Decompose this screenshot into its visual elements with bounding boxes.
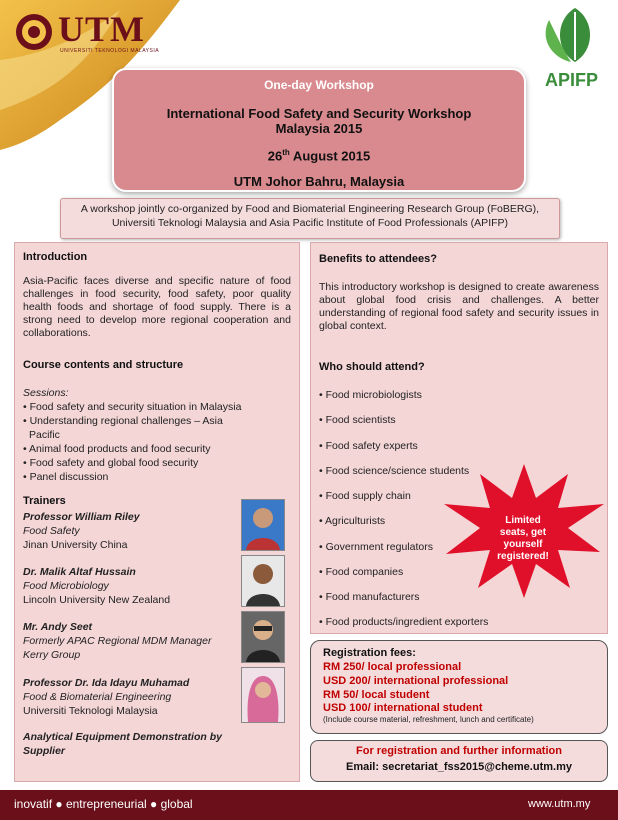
left-column — [14, 242, 300, 782]
utm-wordmark: UTM — [58, 9, 145, 49]
attend-item: • Food science/science students — [319, 465, 470, 477]
demo-line2: Supplier — [23, 745, 66, 757]
apifp-wordmark: APIFP — [545, 70, 599, 90]
date-day: 26 — [267, 148, 283, 164]
session-item: • Animal food products and food security — [23, 443, 211, 455]
trainer-org: Lincoln University New Zealand — [23, 594, 171, 606]
date-suffix: th — [282, 148, 290, 157]
attend-item: • Food manufacturers — [319, 591, 420, 603]
trainer-org: Jinan University China — [23, 539, 128, 551]
coorganizers-line1: A workshop jointly co-organized by Food and Biomaterial Engineering Research Group (FoBERG), — [80, 203, 540, 215]
footer-url[interactable]: www.utm.my — [528, 798, 591, 810]
attend-item: • Food microbiologists — [319, 389, 422, 401]
starburst-line1: Limited — [505, 515, 541, 526]
trainer-field: Food Safety — [23, 525, 80, 537]
coorganizers-line2: Universiti Teknologi Malaysia and Asia Pacific Institute of Food Professionals (APIFP) — [111, 217, 509, 229]
trainer-org: Universiti Teknologi Malaysia — [23, 705, 158, 717]
trainer-name: Dr. Malik Altaf Hussain — [23, 566, 136, 578]
sessions-label: Sessions: — [23, 387, 69, 399]
attend-item: • Agriculturists — [319, 515, 386, 527]
person-icon — [242, 668, 284, 722]
attend-item: • Food products/ingredient exporters — [319, 616, 489, 628]
introduction-heading: Introduction — [23, 251, 88, 263]
workshop-date — [114, 148, 524, 163]
fee-item: USD 100/ international student — [323, 702, 483, 714]
registration-box — [310, 640, 608, 734]
trainer-photo — [241, 555, 285, 607]
info-box — [310, 740, 608, 782]
attend-item: • Government regulators — [319, 541, 433, 553]
fee-item: RM 50/ local student — [323, 689, 430, 701]
trainer-field: Formerly APAC Regional MDM Manager — [23, 635, 212, 647]
footer-tagline: inovatif ● entrepreneurial ● global — [14, 797, 193, 811]
trainer-photo — [241, 667, 285, 723]
registration-heading: Registration fees: — [323, 647, 416, 659]
starburst-text — [478, 515, 568, 563]
workshop-title-line2: Malaysia 2015 — [275, 121, 363, 136]
utm-subtitle: UNIVERSITI TEKNOLOGI MALAYSIA — [60, 48, 160, 54]
person-icon — [242, 612, 284, 662]
date-rest: August 2015 — [289, 148, 371, 164]
course-heading: Course contents and structure — [23, 359, 184, 371]
attend-item: • Food scientists — [319, 414, 396, 426]
benefits-text: This introductory workshop is designed to create awareness about global food crisis and challenges. A better understanding of regional food safety and security issues in global context. — [319, 281, 599, 332]
session-item: • Panel discussion — [23, 471, 109, 483]
attend-item: • Food supply chain — [319, 490, 411, 502]
utm-crest-icon — [14, 10, 54, 54]
demo-line1: Analytical Equipment Demonstration by — [23, 731, 222, 743]
trainer-name: Mr. Andy Seet — [23, 621, 93, 633]
info-email[interactable]: Email: secretariat_fss2015@cheme.utm.my — [346, 761, 572, 773]
trainer-name: Professor William Riley — [23, 511, 140, 523]
starburst-line3: yourself — [503, 539, 543, 550]
workshop-type: One-day Workshop — [264, 78, 374, 92]
workshop-title — [114, 106, 524, 136]
info-title: For registration and further information — [356, 745, 562, 757]
fee-item: USD 200/ international professional — [323, 675, 509, 687]
person-icon — [242, 556, 284, 606]
coorganizers-box — [60, 198, 560, 239]
starburst-line2: seats, get — [499, 527, 547, 538]
trainer-photo — [241, 499, 285, 551]
person-icon — [242, 500, 284, 550]
benefits-heading: Benefits to attendees? — [319, 253, 437, 265]
trainer-field: Food & Biomaterial Engineering — [23, 691, 172, 703]
workshop-title-line1: International Food Safety and Security Workshop — [166, 106, 472, 121]
session-item: • Understanding regional challenges – Asia — [23, 415, 223, 427]
trainer-org: Kerry Group — [23, 649, 81, 661]
session-item: • Food safety and security situation in Malaysia — [23, 401, 242, 413]
fee-note: (Include course material, refreshment, lunch and certificate) — [323, 715, 534, 724]
trainer-field: Food Microbiology — [23, 580, 109, 592]
trainer-photo — [241, 611, 285, 663]
workshop-venue: UTM Johor Bahru, Malaysia — [233, 174, 405, 189]
session-item: Pacific — [29, 429, 60, 441]
introduction-text: Asia-Pacific faces diverse and specific nature of food challenges in food security, food safety, poor quality health foods and shortage of food supply. There is a strong need to develop more regional cooperation and collaborations. — [23, 275, 291, 339]
workshop-header-box — [112, 68, 526, 192]
trainers-heading: Trainers — [23, 495, 66, 507]
attend-item: • Food companies — [319, 566, 404, 578]
starburst-line4: registered! — [497, 551, 549, 562]
trainer-name: Professor Dr. Ida Idayu Muhamad — [23, 677, 190, 689]
session-item: • Food safety and global food security — [23, 457, 199, 469]
attend-heading: Who should attend? — [319, 361, 425, 373]
fee-item: RM 250/ local professional — [323, 661, 462, 673]
attend-item: • Food safety experts — [319, 440, 418, 452]
